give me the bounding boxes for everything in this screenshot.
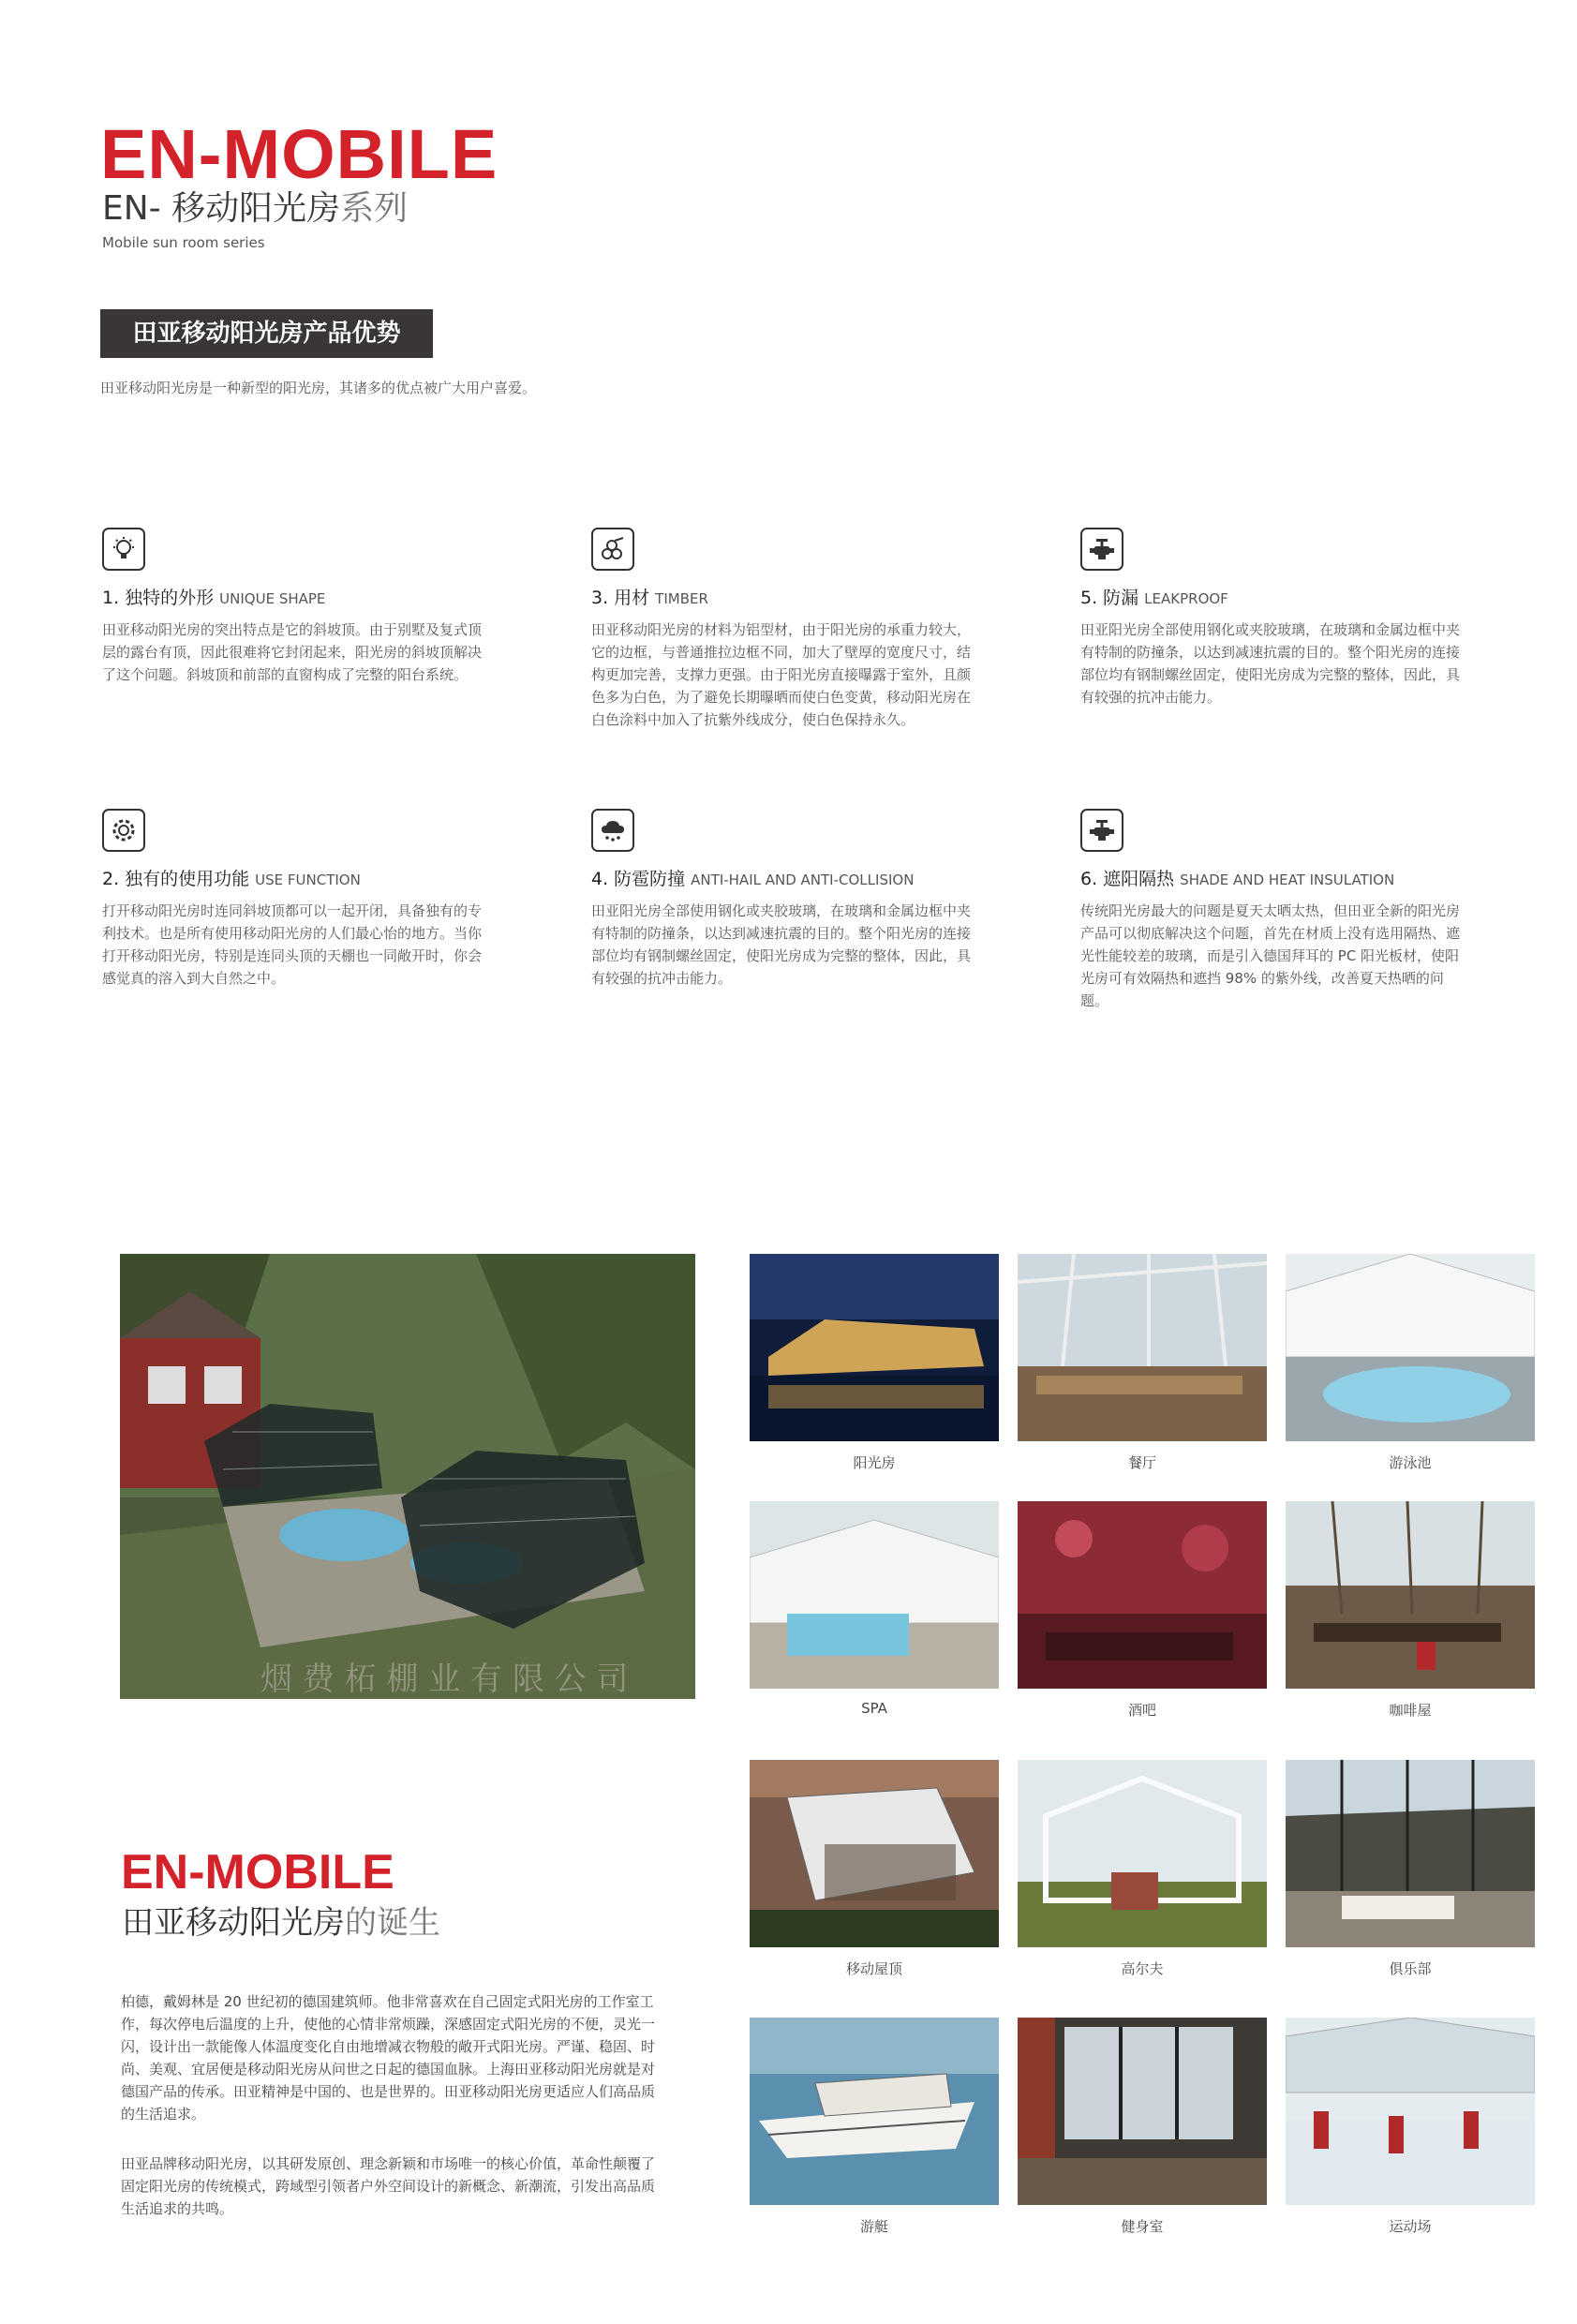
thumb-image: [1286, 1254, 1535, 1441]
series-title-main: EN- 移动阳光房: [102, 189, 341, 228]
origin-title-suffix: 的诞生: [345, 1904, 440, 1942]
feature-title-en: UNIQUE SHAPE: [219, 590, 326, 607]
thumb-image: [1018, 1501, 1267, 1689]
photo-watermark: 烟 费 柘 棚 业 有 限 公 司: [260, 1661, 629, 1698]
brand-logo: EN-MOBILE: [100, 115, 498, 193]
feature-title: 2. 独有的使用功能: [102, 869, 250, 889]
feature-desc: 田亚阳光房全部使用钢化或夹胶玻璃，在玻璃和金属边框中夹有特制的防撞条，以达到减速抗震的目的。整个阳光房的连接部位均有钢制螺丝固定，使阳光房成为完整的整体，因此，具有较强的抗冲击能力。: [591, 902, 972, 987]
thumb-image: [1286, 2018, 1535, 2205]
feature-title: 1. 独特的外形: [102, 588, 215, 608]
feature-anti-hail: [591, 809, 1004, 990]
thumb-caption: 健身室: [1121, 2218, 1164, 2235]
feature-leakproof: [1080, 528, 1493, 708]
feature-title: 6. 遮阳隔热: [1080, 869, 1175, 889]
valve-icon: [1080, 528, 1123, 571]
feature-title-en: USE FUNCTION: [255, 872, 361, 888]
feature-title: 3. 用材: [591, 588, 650, 608]
thumb-bar: [1018, 1501, 1267, 1720]
thumb-image: [1286, 1760, 1535, 1947]
thumb-caption: 游泳池: [1389, 1454, 1432, 1471]
thumb-pool: [1286, 1254, 1535, 1472]
feature-title-en: SHADE AND HEAT INSULATION: [1180, 872, 1395, 888]
feature-title: 5. 防漏: [1080, 588, 1139, 608]
thumb-sports: [1286, 2018, 1535, 2236]
thumb-image: [1018, 2018, 1267, 2205]
feature-desc: 田亚移动阳光房的材料为铝型材，由于阳光房的承重力较大，它的边框，与普通推拉边框不同，加大了壁厚的宽度尺寸，结构更加完善，支撑力更强。由于阳光房直接曝露于室外，且颜色多为白色，为了避免长期曝晒而使白色变黄，移动阳光房在白色涂料中加入了抗紫外线成分，使白色保持永久。: [591, 621, 972, 728]
series-subtitle: Mobile sun room series: [102, 234, 265, 251]
valve-icon: [1080, 809, 1123, 852]
feature-use-function: [102, 809, 514, 990]
origin-paragraph-2: 田亚品牌移动阳光房，以其研发原创、理念新颖和市场唯一的核心价值，革命性颠覆了固定阳光房的传统模式，跨域型引领者户外空间设计的新概念、新潮流，引发出高品质生活追求的共鸣。: [121, 2155, 656, 2217]
series-title: [102, 189, 409, 228]
thumb-cafe: [1286, 1501, 1535, 1720]
thumb-caption: SPA: [861, 1700, 887, 1717]
feature-title: 4. 防雹防撞: [591, 869, 686, 889]
series-title-suffix: 系列: [340, 189, 409, 228]
thumb-image: [750, 2018, 999, 2205]
feature-timber: [591, 528, 1004, 731]
thumb-restaurant: [1018, 1254, 1267, 1472]
origin-paragraph-1: 柏德，戴姆林是 20 世纪初的德国建筑师。他非常喜欢在自己固定式阳光房的工作室工作，每次停电后温度的上升，使他的心情非常烦躁，深感固定式阳光房的不便，灵光一闪，设计出一款能像人体温度变化自由地增减衣物般的敞开式阳光房。严谨、稳固、时尚、美观、宜居便是移动阳光房从问世之日起的德国血脉。上海田亚移动阳光房就是对德国产品的传承。田亚精神是中国的、也是世界的。田亚移动阳光房更适应人们高品质的生活追求。: [121, 1993, 656, 2123]
thumb-image: [1018, 1254, 1267, 1441]
advantages-title-bar: 田亚移动阳光房产品优势: [100, 309, 433, 358]
thumb-caption: 运动场: [1389, 2218, 1432, 2235]
timber-icon: [591, 528, 634, 571]
thumb-club: [1286, 1760, 1535, 1978]
origin-brand: EN-MOBILE: [121, 1845, 394, 1899]
origin-title: [122, 1904, 440, 1942]
origin-title-main: 田亚移动阳光房: [122, 1904, 345, 1942]
thumb-gym: [1018, 2018, 1267, 2236]
feature-desc: 田亚移动阳光房的突出特点是它的斜坡顶。由于别墅及复式顶层的露台有顶，因此很难将它封闭起来，阳光房的斜坡顶解决了这个问题。斜坡顶和前部的直窗构成了完整的阳台系统。: [102, 621, 483, 683]
feature-unique-shape: [102, 528, 514, 686]
gear-icon: [102, 809, 145, 852]
thumb-caption: 移动屋顶: [845, 1960, 902, 1977]
thumb-image: [750, 1254, 999, 1441]
pool-enclosure-photo: [120, 1254, 695, 1699]
hail-cloud-icon: [591, 809, 634, 852]
thumb-image: [750, 1760, 999, 1947]
feature-title-en: ANTI-HAIL AND ANTI-COLLISION: [691, 872, 915, 888]
feature-desc: 田亚阳光房全部使用钢化或夹胶玻璃，在玻璃和金属边框中夹有特制的防撞条，以达到减速抗震的目的。整个阳光房的连接部位均有钢制螺丝固定，使阳光房成为完整的整体，因此，具有较强的抗冲击能力。: [1080, 621, 1461, 706]
thumb-caption: 俱乐部: [1389, 1960, 1432, 1977]
feature-shade-insulation: [1080, 809, 1493, 1012]
feature-desc: 传统阳光房最大的问题是夏天太晒太热，但田亚全新的阳光房产品可以彻底解决这个问题，首先在材质上没有选用隔热、遮光性能较差的玻璃，而是引入德国拜耳的 PC 阳光板材，使阳光房可有效隔热和遮挡 98% 的紫外线，改善夏天热晒的问题。: [1080, 902, 1461, 1009]
thumb-golf: [1018, 1760, 1267, 1978]
thumb-yacht: [750, 2018, 999, 2236]
thumb-caption: 咖啡屋: [1389, 1702, 1432, 1719]
thumb-mobile-roof: [750, 1760, 999, 1978]
thumb-spa: [750, 1501, 999, 1717]
thumb-caption: 高尔夫: [1121, 1960, 1164, 1977]
thumb-caption: 游艇: [859, 2218, 888, 2235]
thumb-caption: 酒吧: [1127, 1702, 1156, 1719]
advantages-intro: 田亚移动阳光房是一种新型的阳光房，其诸多的优点被广大用户喜爱。: [100, 380, 537, 396]
thumb-sunroom: [750, 1254, 999, 1472]
thumb-image: [1286, 1501, 1535, 1689]
thumb-image: [1018, 1760, 1267, 1947]
feature-title-en: TIMBER: [655, 590, 708, 607]
thumb-caption: 阳光房: [853, 1454, 896, 1471]
lightbulb-icon: [102, 528, 145, 571]
feature-title-en: LEAKPROOF: [1144, 590, 1228, 607]
thumb-caption: 餐厅: [1127, 1454, 1156, 1471]
feature-desc: 打开移动阳光房时连同斜坡顶都可以一起开闭，具备独有的专利技术。也是所有使用移动阳光房的人们最心怡的地方。当你打开移动阳光房，特别是连同头顶的天棚也一同敞开时，你会感觉真的溶入到大自然之中。: [102, 902, 483, 987]
thumb-image: [750, 1501, 999, 1689]
